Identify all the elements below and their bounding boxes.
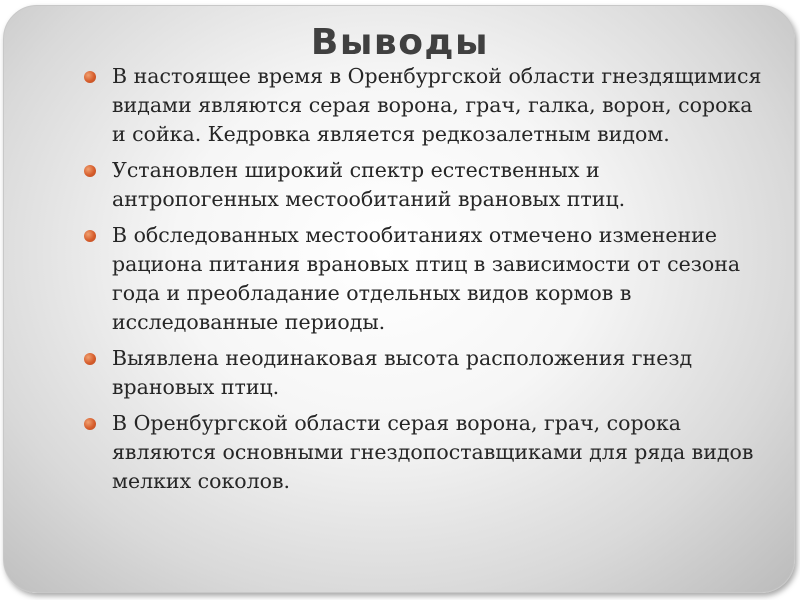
bullet-dot-icon	[84, 418, 96, 430]
list-item	[84, 62, 764, 149]
list-item	[84, 344, 764, 402]
list-item-text: В обследованных местообитаниях отмечено изменение рациона питания врановых птиц в зависимости от сезона года и преобладание отдельных видов кормов в исследованные периоды.	[112, 223, 741, 334]
bullet-dot-icon	[84, 165, 96, 177]
bullet-dot-icon	[84, 353, 96, 365]
list-item	[84, 156, 764, 214]
slide-title: Выводы	[310, 22, 490, 63]
list-item-text: В настоящее время в Оренбургской области гнездящимися видами являются серая ворона, грач, галка, ворон, сорока и сойка. Кедровка является редкозалетным видом.	[112, 64, 762, 146]
list-item-text: В Оренбургской области серая ворона, грач, сорока являются основными гнездопоставщиками для ряда видов мелких соколов.	[112, 411, 754, 493]
bullet-dot-icon	[84, 230, 96, 242]
bullet-dot-icon	[84, 71, 96, 83]
list-item	[84, 409, 764, 496]
list-item-text: Выявлена неодинаковая высота расположения гнезд врановых птиц.	[112, 346, 693, 399]
bullet-list	[84, 62, 764, 503]
list-item-text: Установлен широкий спектр естественных и антропогенных местообитаний врановых птиц.	[112, 158, 626, 211]
list-item	[84, 221, 764, 337]
